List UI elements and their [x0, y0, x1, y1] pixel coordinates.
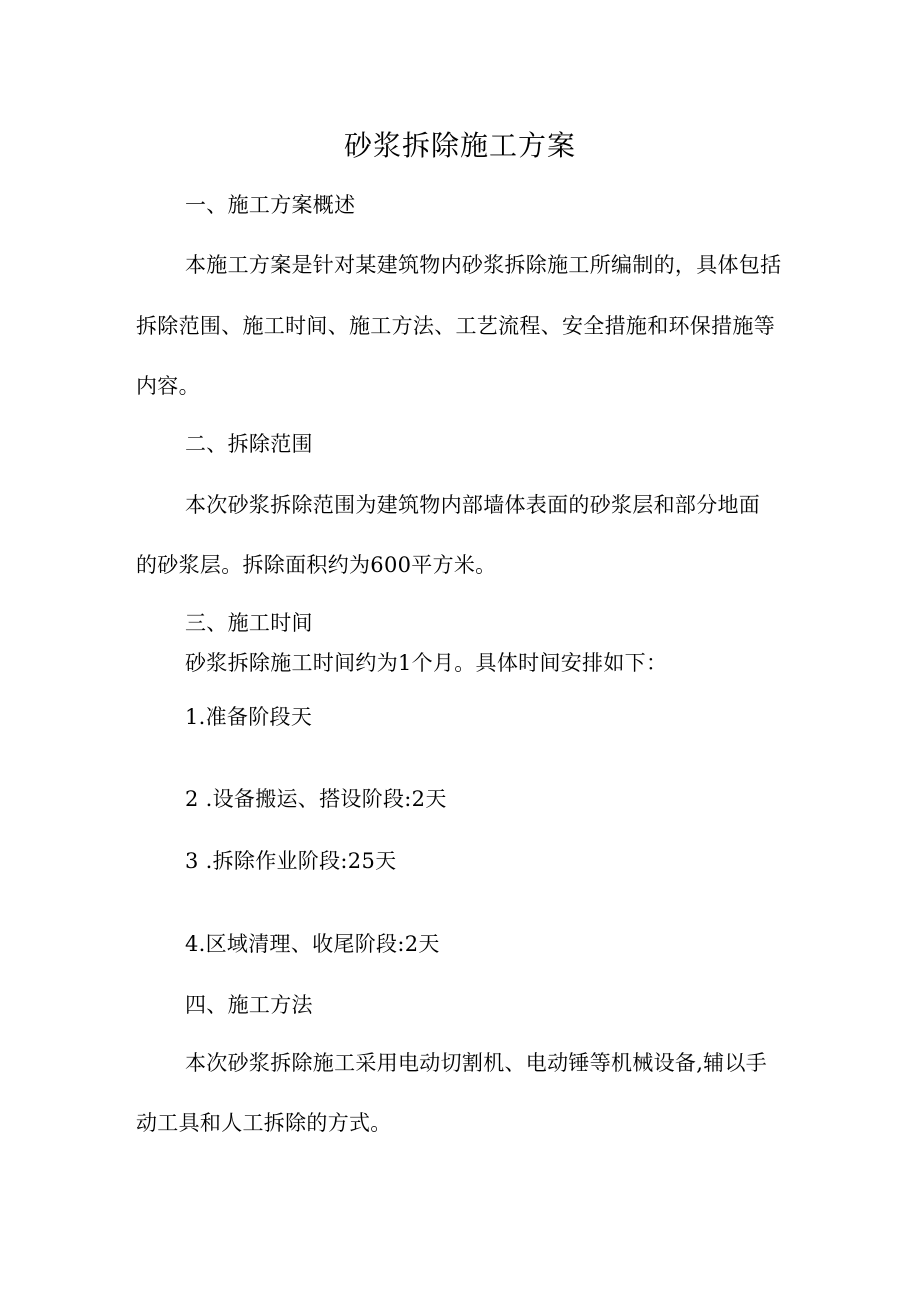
section-4-paragraph-line-1: 本次砂浆拆除施工采用电动切割机、电动锤等机械设备,辅以手 [185, 1051, 768, 1075]
document-title: 砂浆拆除施工方案 [343, 129, 576, 162]
schedule-item-4: 4.区域清理、收尾阶段:2天 [185, 932, 440, 956]
section-1-heading: 一、施工方案概述 [185, 193, 356, 217]
section-3-heading: 三、施工时间 [185, 611, 313, 635]
section-4-paragraph-line-2: 动工具和人工拆除的方式。 [136, 1111, 392, 1135]
section-1-paragraph-line-2: 拆除范围、施工时间、施工方法、工艺流程、安全措施和环保措施等 [136, 314, 775, 338]
section-1-paragraph-line-1: 本施工方案是针对某建筑物内砂浆拆除施工所编制的，具体包括 [185, 253, 782, 277]
schedule-item-1: 1.准备阶段天 [185, 705, 313, 729]
section-1-paragraph-line-3: 内容。 [136, 374, 200, 398]
schedule-item-2: 2 .设备搬运、搭设阶段:2天 [185, 787, 447, 811]
section-3-intro: 砂浆拆除施工时间约为1个月。具体时间安排如下： [185, 651, 668, 675]
section-4-heading: 四、施工方法 [185, 993, 313, 1017]
section-2-paragraph-line-1: 本次砂浆拆除范围为建筑物内部墙体表面的砂浆层和部分地面 [185, 493, 761, 517]
schedule-item-3: 3 .拆除作业阶段:25天 [185, 849, 397, 873]
section-2-heading: 二、拆除范围 [185, 432, 313, 456]
section-2-paragraph-line-2: 的砂浆层。拆除面积约为600平方米。 [136, 553, 497, 577]
